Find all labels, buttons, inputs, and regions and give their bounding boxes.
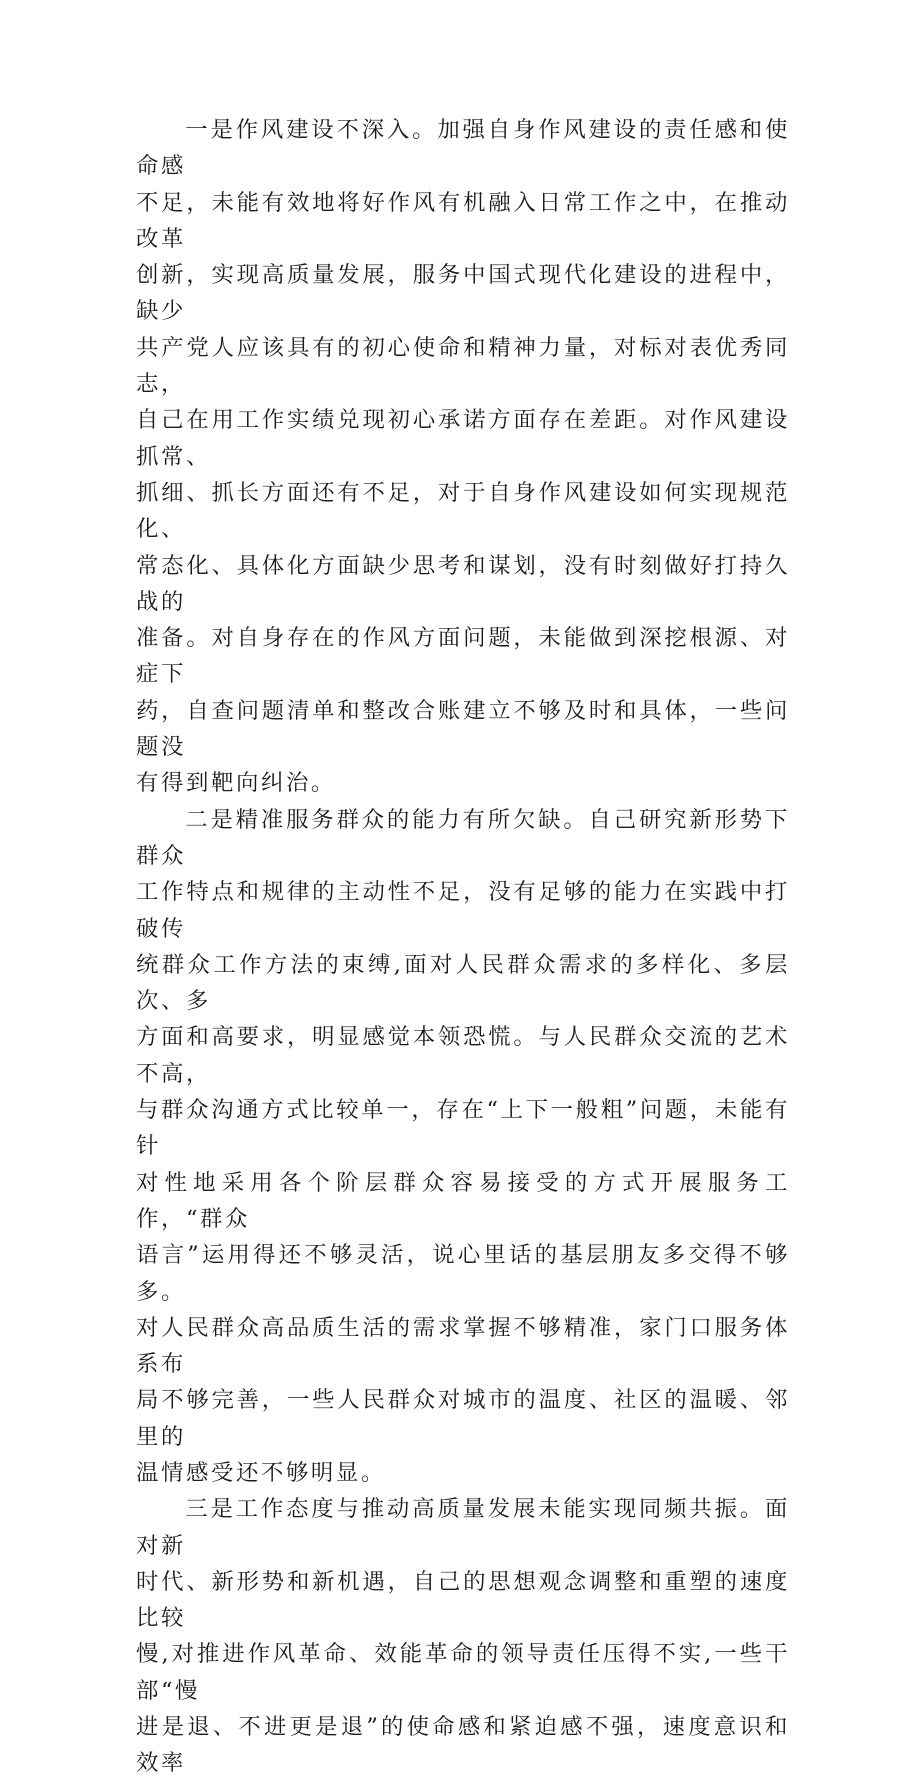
paragraph-2: 二是精准服务群众的能力有所欠缺。自己研究新形势下群众 工作特点和规律的主动性不足，没有足够的能力在实践中打破传 统群众工作方法的束缚,面对人民群众需求的多样化、多层次、多 方面和高要求，明显感觉本领恐慌。与人民群众交流的艺术不高， 与群众沟通方式比较单一，存在“上下一般粗”问题，未能有针 对性地采用各个阶层群众容易接受的方式开展服务工作，“群众 语言”运用得还不够灵活，说心里话的基层朋友多交得不够多。 对人民群众高品质生活的需求掌握不够精准，家门口服务体系布 局不够完善，一些人民群众对城市的温度、社区的温暖、邻里的 温情感受还不够明显。 (136, 806, 790, 1486)
paragraph-3: 三是工作态度与推动高质量发展未能实现同频共振。面对新 时代、新形势和新机遇，自己的思想观念调整和重塑的速度比较 慢,对推进作风革命、效能革命的领导责任压得不实,一些干部“慢 进是退、不进更是退”的使命感和紧迫感不强，速度意识和效率 (136, 1496, 790, 1777)
paragraph-1: 一是作风建设不深入。加强自身作风建设的责任感和使命感 不足，未能有效地将好作风有机融入日常工作之中，在推动改革 创新，实现高质量发展，服务中国式现代化建设的进程中，缺少 共产党人应该具有的初心使命和精神力量，对标对表优秀同志， 自己在用工作实绩兑现初心承诺方面存在差距。对作风建设抓常、 抓细、抓长方面还有不足，对于自身作风建设如何实现规范化、 常态化、具体化方面缺少思考和谋划，没有时刻做好打持久战的 准备。对自身存在的作风方面问题，未能做到深挖根源、对症下 药，自查问题清单和整改合账建立不够及时和具体，一些问题没 有得到靶向纠治。 (136, 117, 790, 797)
document-body (136, 112, 790, 1782)
